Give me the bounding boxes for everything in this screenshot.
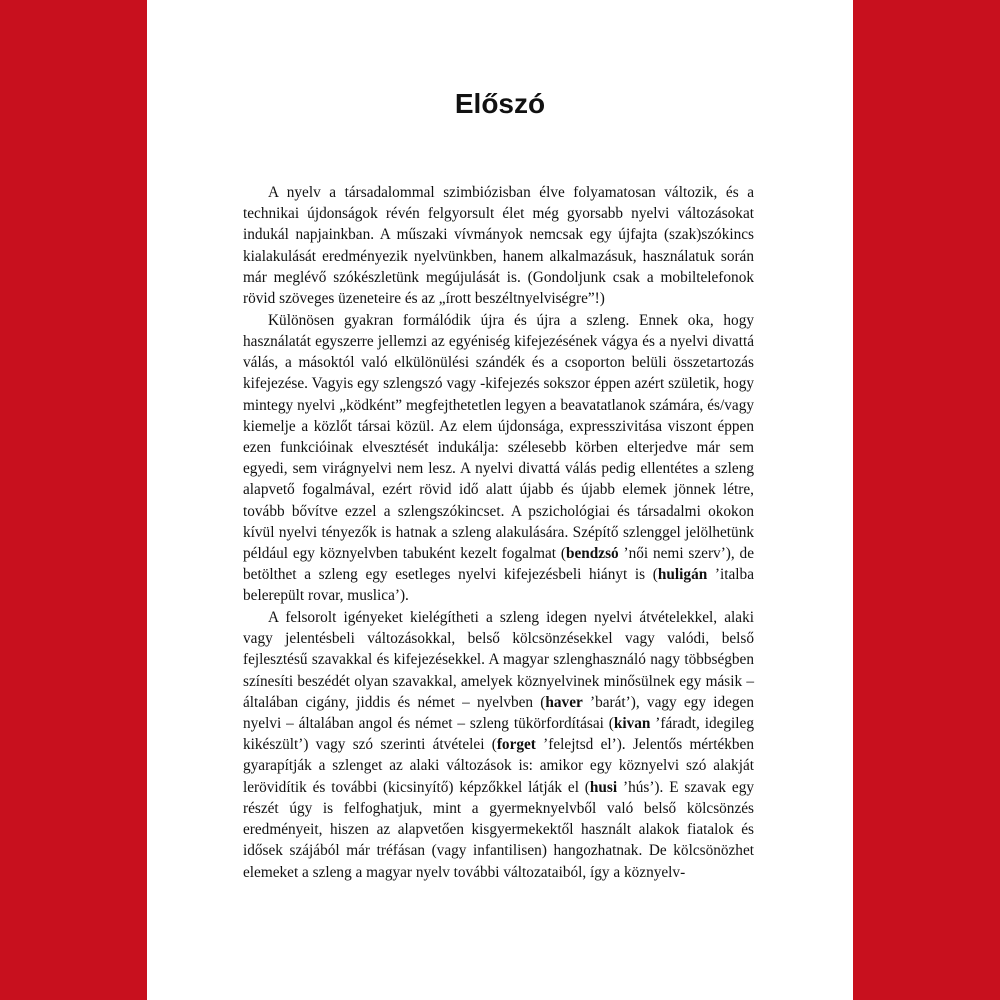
paragraph-text: ’italba belerepült rovar, muslica’).: [243, 566, 754, 605]
slang-term: haver: [545, 693, 583, 711]
paragraph: [243, 607, 754, 883]
slang-term: bendzsó: [565, 544, 619, 562]
paragraph: [243, 310, 754, 607]
slang-term: huligán: [657, 566, 708, 584]
paragraph-text: ’női nemi szerv’), de betölthet a szleng egy esetleges nyelvi kifejezésbeli hiányt is (: [243, 544, 754, 584]
book-page: [147, 0, 853, 1000]
slang-term: kivan: [613, 715, 651, 733]
paragraph-text: Különösen gyakran formálódik újra és újra a szleng. Ennek oka, hogy használatát egyszerre jellemzi az egyéniség kifejezésének vágya és a nyelvi divattá válás, a másoktól való elkülönülési szándék és a csoporton belüli összetartozás kifejezése. Vagyis egy szlengszó vagy -kifejezés sokszor éppen azért születik, hogy mintegy nyelvi „ködként” megfejthetetlen legyen a beavatatlanok számára, és/vagy kiemelje a közlőt társai közül. Az elem újdonsága, expresszivitása viszont éppen ezen funkcióinak elvesztését indukálja: szélesebb körben elterjedve már sem egyedi, sem virágnyelvi nem lesz. A nyelvi divattá válás pedig ellentétes a szleng alapvető fogalmával, ezért rövid idő alatt újabb és újabb elemek jönnek létre, tovább bővítve ezzel a szlengszókincset. A pszichológiai és társadalmi okokon kívül nyelvi tényezők is hatnak a szleng alakulására. Szépítő szlenggel jelölhetünk például egy köznyelvben tabuként kezelt fogalmat (: [243, 311, 754, 562]
slang-term: forget: [496, 736, 536, 754]
paragraph-text: A felsorolt igényeket kielégítheti a szleng idegen nyelvi átvételekkel, alaki vagy jelentésbeli változásokkal, belső kölcsönzésekkel vagy valódi, belső fejlesztésű szavakkal és kifejezésekkel. A magyar szlenghasználó nagy többségben színesíti beszédét olyan szavakkal, amelyek köznyelvinek minősülnek egy másik – általában cigány, jiddis és német – nyelvben (: [243, 609, 754, 711]
paragraph: [243, 182, 754, 309]
paragraph-text: ’fáradt, idegileg kikészült’) vagy szó szerinti átvételei (: [243, 715, 754, 754]
paragraph-text: A nyelv a társadalommal szimbiózisban élve folyamatosan változik, és a technikai újdonságok révén felgyorsult élet még gyorsabb nyelvi változásokat indukál napjainkban. A műszaki vívmányok nemcsak egy újfajta (szak)szókincs kialakulását eredményezik nyelvünkben, hanem alkalmazásuk, használatuk során már meglévő szókészletünk megújulását is. (Gondoljunk csak a mobiltelefonok rövid szöveges üzeneteire és az „írott beszéltnyelviségre”!): [243, 184, 754, 308]
paragraph-text: ’felejtsd el’). Jelentős mértékben gyarapítják a szlenget az alaki változások is: amikor egy köznyelvi szó alakját lerövidítik és további (kicsinyítő) képzőkkel látják el (: [243, 736, 754, 796]
page-title: Előszó: [454, 88, 546, 119]
body-text: [243, 182, 754, 883]
paragraph-text: ’hús’). E szavak egy részét úgy is felfoghatjuk, mint a gyermeknyelvből való belső kölcsönzés eredményeit, hiszen az alapvetően kisgyermekektől használt alakok fiatalok és idősek szájából már tréfásan (vagy infantilisen) hangozhatnak. De kölcsönözhet elemeket a szleng a magyar nyelv további változataiból, így a köznyelv-: [243, 778, 754, 881]
paragraph-text: ’barát’), vagy egy idegen nyelvi – általában angol és német – szleng tükörfordításai (: [243, 693, 754, 733]
slang-term: husi: [589, 778, 618, 796]
